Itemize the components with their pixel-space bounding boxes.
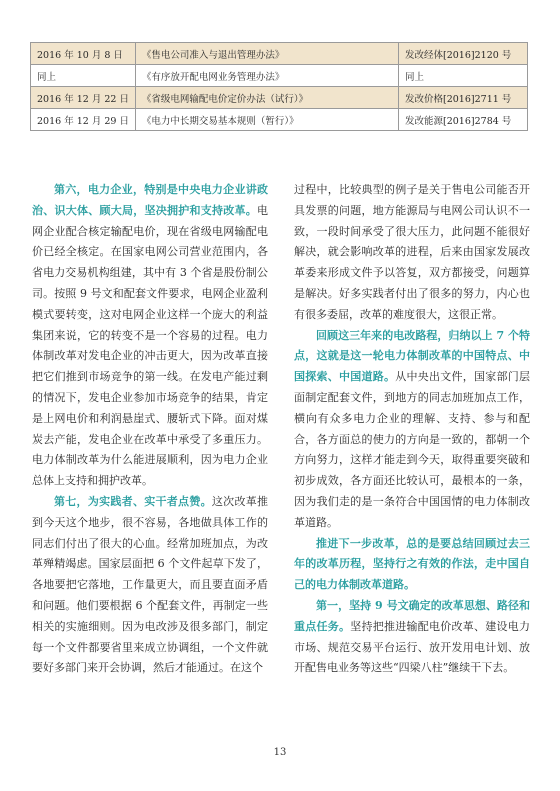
paragraph: [294, 596, 530, 679]
date-cell: 2016 年 12 月 22 日: [31, 87, 136, 109]
paragraph: [294, 326, 530, 534]
paragraph-text: 这次改革推到今天这个地步，很不容易，各地做具体工作的同志们付出了很大的心血。经常加班加点，为改革殚精竭虑。国家层面把 6 个文件起草下发了，各地要把它落地，工作量更大，而且要直面矛盾和问题。他们要根据 6 个配套文件，再制定一些相关的实施细则。因为电改涉及很多部门，制定每一个文件都要省里来成立协调组，一个文件就要好多部门来开会协调，然后才能通过。在这个: [32, 494, 268, 675]
table-row: [31, 109, 528, 131]
paragraph: [294, 180, 530, 326]
policy-document-table: [30, 42, 528, 131]
table-row: [31, 87, 528, 109]
paragraph: [32, 180, 268, 492]
paragraph-text: 过程中，比较典型的例子是关于售电公司能否开具发票的问题，地方能源局与电网公司认识不一致，一段时间承受了很大压力，此问题不能很好解决，就会影响改革的进程，后来由国家发展改革委来形成文件予以答复，双方都接受，问题算是解决。好多实践者付出了很多的努力，内心也有很多委屈，改革的难度很大，这很正常。: [294, 183, 530, 321]
title-cell: 《电力中长期交易基本规则（暂行）》: [135, 109, 398, 131]
date-cell: 同上: [31, 65, 136, 87]
paragraph-text: 从中央出文件，国家部门层面制定配套文件，到地方的同志加班加点工作，横向有众多电力企业的理解、支持、参与和配合，各方面总的使力的方向是一致的，都朝一个方向努力，这样才能走到今天，取得重要突破和初步成效，各方面还比较认可，最根本的一条，因为我们走的是一条符合中国国情的电力体制改革道路。: [294, 370, 530, 529]
title-cell: 《省级电网输配电价定价办法（试行）》: [135, 87, 398, 109]
highlighted-heading: 第七，为实践者、实干者点赞。: [54, 494, 212, 508]
left-column: [32, 180, 268, 725]
article-body: [32, 180, 530, 725]
paragraph: [294, 534, 530, 596]
paragraph-text: 坚持把推进输配电价改革、建设电力市场、规范交易平台运行、放开发用电计划、放开配售电业务等这些“四梁八柱”继续干下去。: [294, 619, 530, 675]
highlighted-heading: 推进下一步改革，总的是要总结回顾过去三年的改革历程，坚持行之有效的作法，走中国自己的电力体制改革道路。: [294, 536, 530, 592]
document-code-cell: 同上: [399, 65, 528, 87]
paragraph: [32, 492, 268, 679]
date-cell: 2016 年 12 月 29 日: [31, 109, 136, 131]
right-column: [294, 180, 530, 725]
table-row: [31, 43, 528, 65]
title-cell: 《售电公司准入与退出管理办法》: [135, 43, 398, 65]
table-row: [31, 65, 528, 87]
document-code-cell: 发改价格[2016]2711 号: [399, 87, 528, 109]
paragraph-text: 电网企业配合核定输配电价，现在省级电网输配电价已经全核定。在国家电网公司营业范围内，各省电力交易机构组建，其中有 3 个省是股份制公司。按照 9 号文和配套文件要求，电网企业盈利模式要转变，这对电网企业这样一个庞大的利益集团来说，它的转变不是一个容易的过程。电力体制改革对发电企业的冲击更大，因为改革直接把它们推到市场竞争的第一线。在发电产能过剩的情况下，发电企业参加市场竞争的结果，肯定是上网电价和利润悬崖式、腰斩式下降。面对煤炭去产能，发电企业在改革中承受了多重压力。电力体制改革为什么能进展顺利，因为电力企业总体上支持和拥护改革。: [32, 203, 268, 488]
highlighted-heading: 第六，电力企业，特别是中央电力企业讲政治、识大体、顾大局，坚决拥护和支持改革。: [32, 183, 268, 217]
document-code-cell: 发改能源[2016]2784 号: [399, 109, 528, 131]
page-number: 13: [273, 747, 287, 758]
highlighted-heading: 回顾这三年来的电改路程，归纳以上 7 个特点，这就是这一轮电力体制改革的中国特点、中国探索、中国道路。: [294, 328, 530, 384]
date-cell: 2016 年 10 月 8 日: [31, 43, 136, 65]
document-code-cell: 发改经体[2016]2120 号: [399, 43, 528, 65]
highlighted-heading: 第一，坚持 9 号文确定的改革思想、路径和重点任务。: [294, 598, 530, 633]
title-cell: 《有序放开配电网业务管理办法》: [135, 65, 398, 87]
